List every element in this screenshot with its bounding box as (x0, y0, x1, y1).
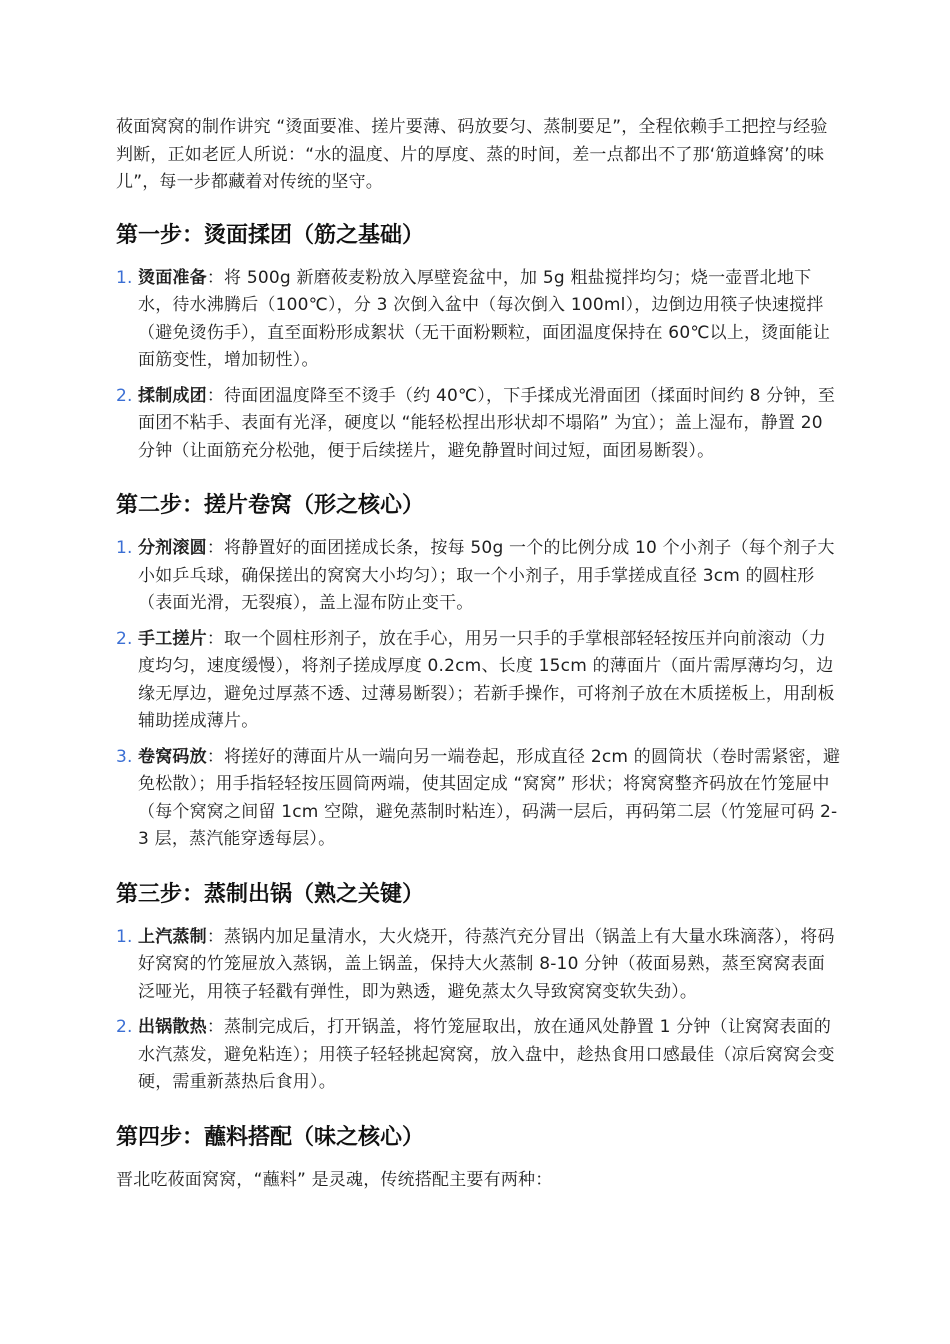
list-item (116, 383, 842, 466)
list-number: 2. (116, 385, 133, 406)
list-item (116, 626, 842, 736)
step-text: ：待面团温度降至不烫手（约 40℃），下手揉成光滑面团（揉面时间约 8 分钟，至面团不粘手、表面有光泽，硬度以 “能轻松捏出形状却不塌陷” 为宜）；盖上湿布，静置 20 分钟（让面筋充分松弛，便于后续搓片，避免静置时间过短，面团易断裂）。 (138, 385, 836, 461)
intro-paragraph: 莜面窝窝的制作讲究 “烫面要准、搓片要薄、码放要匀、蒸制要足”，全程依赖手工把控与经验判断，正如老匠人所说：“水的温度、片的厚度、蒸的时间，差一点都出不了那‘筋道蜂窝’的味儿”，每一步都藏着对传统的坚守。 (116, 117, 828, 192)
list-number: 2. (116, 1017, 133, 1037)
step-term: 烫面准备 (138, 267, 207, 288)
closing-paragraph: 晋北吃莜面窝窝，“蘸料” 是灵魂，传统搭配主要有两种： (116, 1169, 553, 1190)
step-text: ：将 500g 新磨莜麦粉放入厚壁瓷盆中，加 5g 粗盐搅拌均匀；烧一壶晋北地下水，待水沸腾后（100℃），分 3 次倒入盆中（每次倒入 100ml），边倒边用筷子快速搅拌（避免烫伤手），直至面粉形成絮状（无干面粉颗粒，面团温度保持在 60℃以上，烫面能让面筋变性，增加韧性）。 (138, 267, 831, 370)
step-term: 手工搓片 (138, 628, 207, 649)
list-number: 3. (116, 746, 133, 767)
section-title-step4: 第四步：蘸料搭配（味之核心） (116, 1124, 425, 1150)
step-term: 上汽蒸制 (138, 926, 207, 947)
section-title-step1: 第一步：烫面揉团（筋之基础） (116, 222, 425, 248)
step-text: ：取一个圆柱形剂子，放在手心，用另一只手的手掌根部轻轻按压并向前滚动（力度均匀，速度缓慢），将剂子搓成厚度 0.2cm、长度 15cm 的薄面片（面片需厚薄均匀，边缘无厚边，避免过厚蒸不透、过薄易断裂）；若新手操作，可将剂子放在木质搓板上，用刮板辅助搓成薄片。 (138, 628, 835, 731)
step1-list (116, 265, 842, 466)
step-text: ：蒸锅内加足量清水，大火烧开，待蒸汽充分冒出（锅盖上有大量水珠滴落），将码好窝窝的竹笼屉放入蒸锅，盖上锅盖，保持大火蒸制 8-10 分钟（莜面易熟，蒸至窝窝表面泛哑光，用筷子轻戳有弹性，即为熟透，避免蒸太久导致窝窝变软失劲）。 (138, 926, 835, 1002)
list-item (116, 265, 842, 375)
step-term: 卷窝码放 (138, 746, 207, 767)
list-number: 2. (116, 628, 133, 649)
step-term: 出锅散热 (138, 1017, 207, 1037)
list-number: 1. (116, 538, 133, 558)
step-term: 揉制成团 (138, 385, 207, 406)
document-page (116, 114, 842, 1194)
list-item (116, 744, 842, 854)
section-title-step2: 第二步：搓片卷窝（形之核心） (116, 493, 425, 518)
step-text: ：蒸制完成后，打开锅盖，将竹笼屉取出，放在通风处静置 1 分钟（让窝窝表面的水汽蒸发，避免粘连）；用筷子轻轻挑起窝窝，放入盘中，趁热食用口感最佳（凉后窝窝会变硬，需重新蒸热后食用）。 (138, 1017, 835, 1092)
step-text: ：将静置好的面团搓成长条，按每 50g 一个的比例分成 10 个小剂子（每个剂子大小如乒乓球，确保搓出的窝窝大小均匀）；取一个小剂子，用手掌搓成直径 3cm 的圆柱形（表面光滑，无裂痕），盖上湿布防止变干。 (138, 538, 835, 613)
list-item (116, 924, 842, 1007)
step2-list (116, 535, 842, 854)
section-title-step3: 第三步：蒸制出锅（熟之关键） (116, 881, 425, 907)
list-item (116, 535, 842, 618)
step3-list (116, 924, 842, 1097)
step-text: ：将搓好的薄面片从一端向另一端卷起，形成直径 2cm 的圆筒状（卷时需紧密，避免松散）；用手指轻轻按压圆筒两端，使其固定成 “窝窝” 形状；将窝窝整齐码放在竹笼屉中（每个窝窝之间留 1cm 空隙，避免蒸制时粘连），码满一层后，再码第二层（竹笼屉可码 2-3 层，蒸汽能穿透每层）。 (138, 746, 841, 849)
list-number: 1. (116, 926, 133, 947)
list-item (116, 1014, 842, 1097)
step-term: 分剂滚圆 (138, 538, 207, 558)
list-number: 1. (116, 267, 133, 288)
